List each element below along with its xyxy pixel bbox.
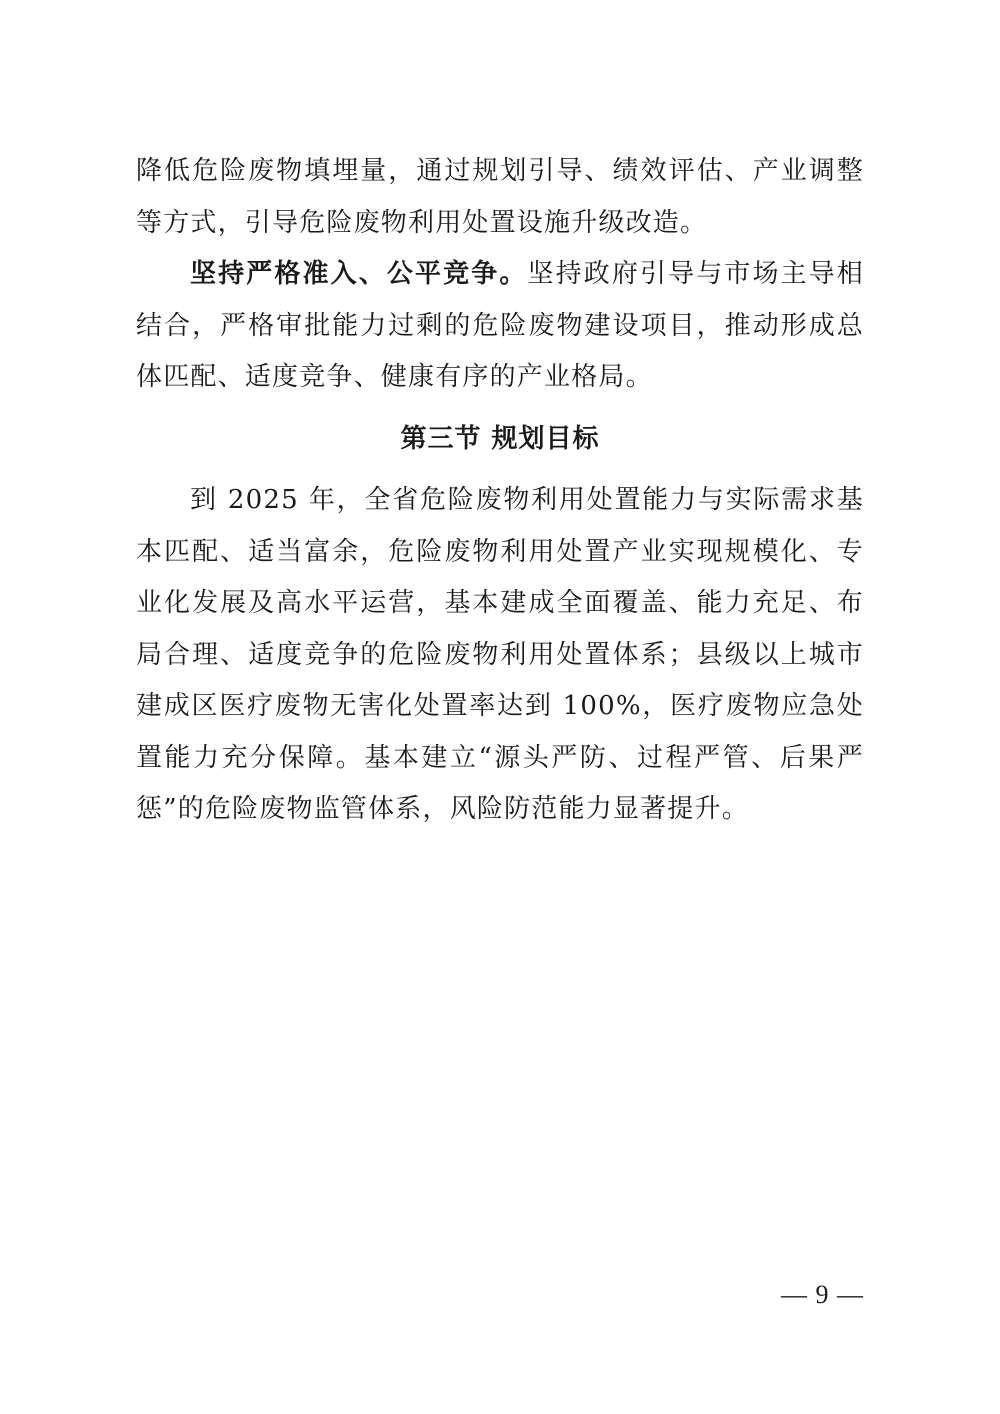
paragraph-strict-access <box>136 249 864 404</box>
section-title: 第三节 规划目标 <box>400 423 600 454</box>
document-body <box>136 146 864 836</box>
paragraph-continuation: 降低危险废物填埋量，通过规划引导、绩效评估、产业调整等方式，引导危险废物利用处置设施升级改造。 <box>136 156 864 238</box>
page-number: — 9 — <box>781 1280 864 1309</box>
paragraph-planning-goals: 到 2025 年，全省危险废物利用处置能力与实际需求基本匹配、适当富余，危险废物利用处置产业实现规模化、专业化发展及高水平运营，基本建成全面覆盖、能力充足、布局合理、适度竞争的危险废物利用处置体系；县级以上城市建成区医疗废物无害化处置率达到 100%，医疗废物应急处置能力充分保障。基本建立“源头严防、过程严管、后果严惩”的危险废物监管体系，风险防范能力显著提升。 <box>136 485 864 824</box>
paragraph-lead-heading: 坚持严格准入、公平竞争。 <box>190 259 528 289</box>
paragraph-body: 坚持政府引导与市场主导相结合，严格审批能力过剩的危险废物建设项目，推动形成总体匹配、适度竞争、健康有序的产业格局。 <box>136 259 865 392</box>
